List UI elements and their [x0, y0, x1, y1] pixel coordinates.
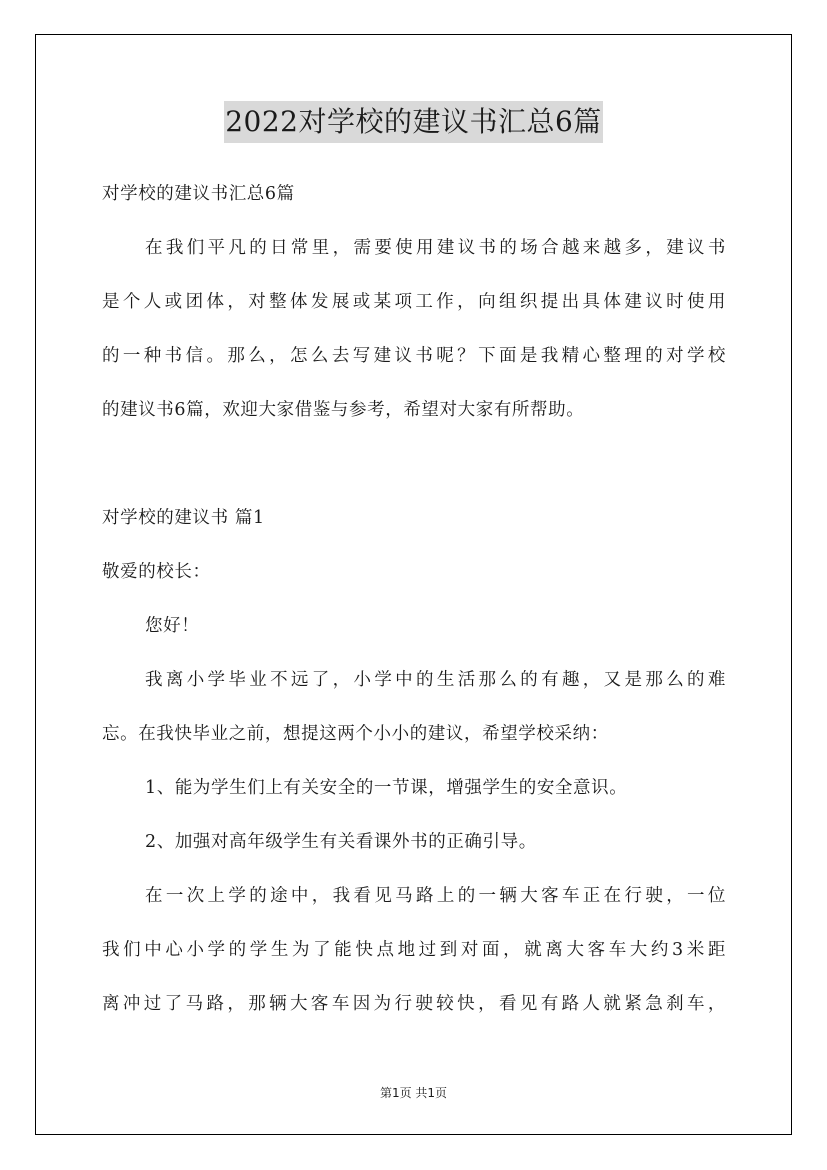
intro-line-4: 的建议书6篇，欢迎大家借鉴与参考，希望对大家有所帮助。	[102, 400, 585, 420]
section-heading: 对学校的建议书 篇1	[102, 508, 265, 528]
salutation: 敬爱的校长：	[102, 562, 211, 582]
document-title: 2022对学校的建议书汇总6篇	[224, 101, 603, 143]
body-line-6: 我们中心小学的学生为了能快点地过到对面，就离大客车大约3米距	[102, 940, 726, 960]
intro-line-1: 在我们平凡的日常里，需要使用建议书的场合越来越多，建议书	[145, 238, 726, 258]
title-container	[0, 101, 827, 143]
intro-line-2: 是个人或团体，对整体发展或某项工作，向组织提出具体建议时使用	[102, 292, 726, 312]
greeting: 您好！	[145, 616, 200, 636]
body-line-3: 1、能为学生们上有关安全的一节课，增强学生的安全意识。	[145, 778, 628, 798]
document-subtitle: 对学校的建议书汇总6篇	[102, 184, 295, 204]
intro-line-3: 的一种书信。那么，怎么去写建议书呢？下面是我精心整理的对学校	[102, 346, 726, 366]
body-line-4: 2、加强对高年级学生有关看课外书的正确引导。	[145, 832, 537, 852]
page-footer: 第1页 共1页	[379, 1086, 448, 1100]
body-line-5: 在一次上学的途中，我看见马路上的一辆大客车正在行驶，一位	[145, 886, 726, 906]
body-line-2: 忘。在我快毕业之前，想提这两个小小的建议，希望学校采纳：	[102, 724, 609, 744]
body-line-1: 我离小学毕业不远了，小学中的生活那么的有趣，又是那么的难	[145, 670, 726, 690]
body-line-7: 离冲过了马路，那辆大客车因为行驶较快，看见有路人就紧急刹车，	[102, 994, 726, 1014]
